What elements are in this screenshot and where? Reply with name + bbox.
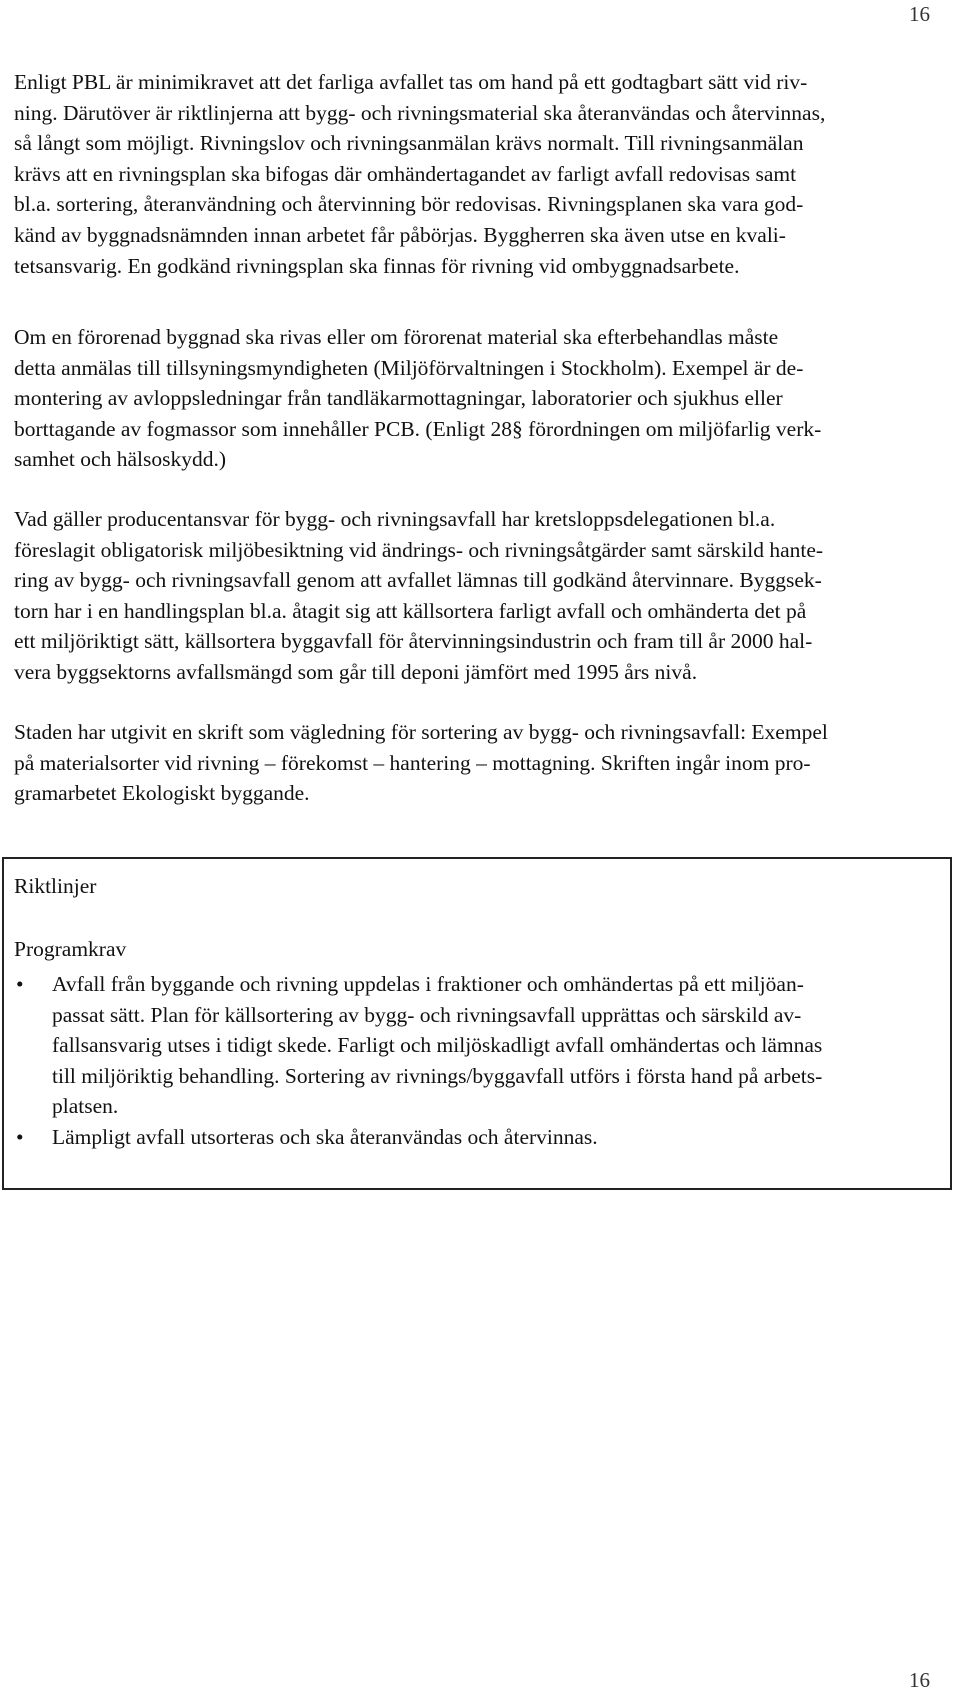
- text-line: borttagande av fogmassor som innehåller PCB. (Enligt 28§ förordningen om miljöfarlig verk-: [14, 416, 822, 441]
- text-line: Enligt PBL är minimikravet att det farliga avfallet tas om hand på ett godtagbart sätt vid riv-: [14, 70, 808, 94]
- text-line: passat sätt. Plan för källsortering av bygg- och rivningsavfall upprättas och särskild av-: [52, 1002, 802, 1027]
- text-line: bl.a. sortering, återanvändning och återvinning bör redovisas. Rivningsplanen ska vara god-: [14, 192, 804, 217]
- text-line: så långt som möjligt. Rivningslov och rivningsanmälan krävs normalt. Till rivningsanmälan: [14, 131, 804, 156]
- paragraph-contaminated-buildings: [14, 322, 944, 475]
- text-line: Om en förorenad byggnad ska rivas eller om förorenat material ska efterbehandlas måste: [14, 325, 779, 349]
- text-line: Lämpligt avfall utsorteras och ska återanvändas och återvinnas.: [52, 1124, 598, 1149]
- list-item: [4, 969, 950, 1122]
- paragraph-pbl-requirements: [14, 67, 944, 281]
- page-number-bottom: 16: [909, 1668, 930, 1692]
- text-line: Staden har utgivit en skrift som vägledning för sortering av bygg- och rivningsavfall: Exempel: [14, 720, 828, 744]
- paragraph-city-guidance: [14, 717, 944, 809]
- requirements-list: [4, 969, 950, 1153]
- text-line: föreslagit obligatorisk miljöbesiktning vid ändrings- och rivningsåtgärder samt särskild hante-: [14, 537, 824, 562]
- guidelines-title: Riktlinjer: [14, 874, 97, 898]
- text-line: ring av bygg- och rivningsavfall genom att avfallet lämnas till godkänd återvinnare. Byggsek-: [14, 568, 822, 593]
- page-number-top: 16: [909, 2, 930, 26]
- text-line: montering av avloppsledningar från tandläkarmottagningar, laboratorier och sjukhus eller: [14, 386, 783, 411]
- bullet-icon: •: [16, 1124, 24, 1149]
- text-line: Vad gäller producentansvar för bygg- och rivningsavfall har kretsloppsdelegationen bl.a.: [14, 507, 776, 531]
- text-line: torn har i en handlingsplan bl.a. åtagit sig att källsortera farligt avfall och omhänderta det på: [14, 598, 807, 623]
- text-line: gramarbetet Ekologiskt byggande.: [14, 781, 310, 806]
- text-line: krävs att en rivningsplan ska bifogas där omhändertagandet av farligt avfall redovisas samt: [14, 161, 797, 186]
- text-line: vera byggsektorns avfallsmängd som går till deponi jämfört med 1995 års nivå.: [14, 659, 698, 684]
- text-line: samhet och hälsoskydd.): [14, 447, 226, 472]
- guidelines-box: [2, 857, 952, 1190]
- text-line: på materialsorter vid rivning – förekomst – hantering – mottagning. Skriften ingår inom pro-: [14, 750, 811, 775]
- text-line: fallsansvarig utses i tidigt skede. Farligt och miljöskadligt avfall omhändertas och lämnas: [52, 1033, 823, 1058]
- bullet-icon: •: [16, 972, 24, 996]
- text-line: ning. Därutöver är riktlinjerna att bygg- och rivningsmaterial ska återanvändas och återvinnas,: [14, 100, 826, 125]
- text-line: ett miljöriktigt sätt, källsortera byggavfall för återvinningsindustrin och fram till år 2000 hal-: [14, 629, 813, 654]
- paragraph-producer-responsibility: [14, 504, 944, 688]
- text-line: platsen.: [52, 1094, 119, 1119]
- list-item: [4, 1122, 950, 1153]
- text-line: Avfall från byggande och rivning uppdelas i fraktioner och omhändertas på ett miljöan-: [52, 972, 804, 996]
- text-line: till miljöriktig behandling. Sortering av rivnings/byggavfall utförs i första hand på arbets-: [52, 1063, 823, 1088]
- text-line: känd av byggnadsnämnden innan arbetet får påbörjas. Byggherren ska även utse en kvali-: [14, 222, 786, 247]
- program-requirements-heading: Programkrav: [14, 937, 127, 961]
- text-line: detta anmälas till tillsyningsmyndigheten (Miljöförvaltningen i Stockholm). Exempel är de-: [14, 355, 804, 380]
- text-line: tetsansvarig. En godkänd rivningsplan ska finnas för rivning vid ombyggnadsarbete.: [14, 253, 740, 278]
